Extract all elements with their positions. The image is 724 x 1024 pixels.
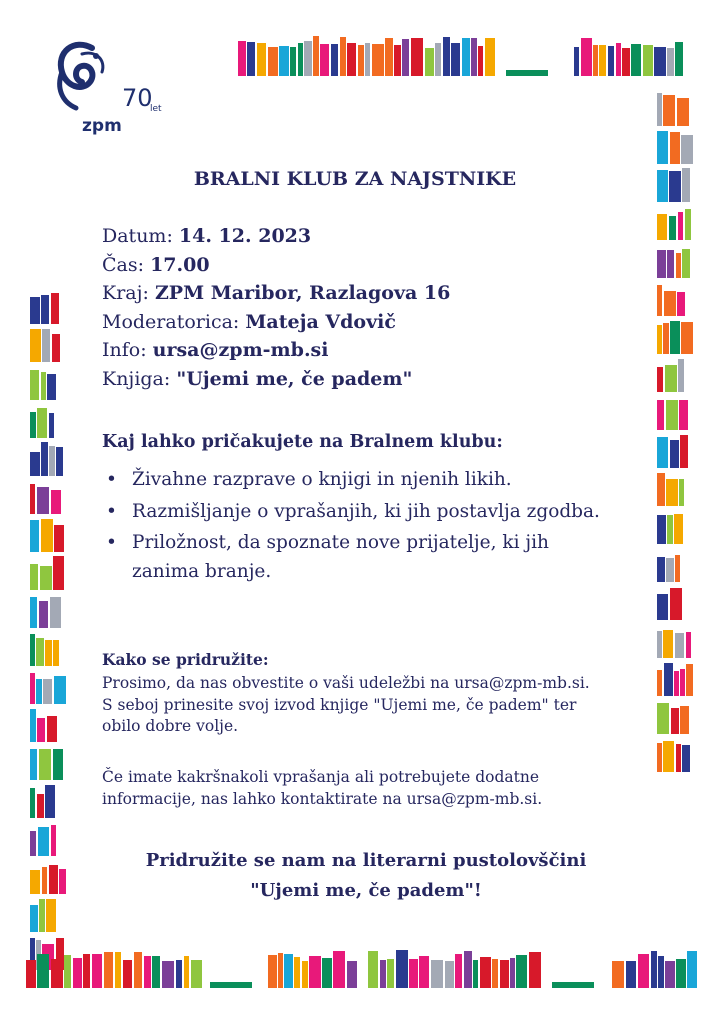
book-spine [492,959,498,988]
book-spine [30,484,35,514]
book-spine [682,745,690,772]
bullet-icon: • [106,532,117,553]
book-spine [331,44,338,76]
book-spine [678,212,683,240]
book-spine [53,556,64,590]
book-shelf [612,950,698,988]
book-spine [30,673,35,704]
book-spine [64,955,71,988]
book-spine [679,479,684,506]
book-spine [73,958,82,988]
book-spine [152,956,160,988]
book-spine [626,961,636,988]
book-spine [687,951,697,988]
book-spine [671,708,679,734]
book-spine [682,249,690,278]
logo-swirl-icon [52,36,112,114]
book-shelf [30,442,66,476]
book-spine [39,749,51,780]
logo-anniversary-suffix: let [150,104,162,114]
book-spine [30,452,40,476]
book-spine [92,954,102,988]
book-spine [42,329,50,362]
book-spine [666,479,678,506]
book-spine [268,47,278,76]
book-shelf [657,434,693,468]
zpm-logo [52,36,172,136]
book-spine [663,741,674,772]
event-details [102,222,450,393]
book-spine [667,250,674,278]
book-shelf [657,130,693,164]
book-spine [402,39,409,76]
book-shelf [30,366,66,400]
book-spine [657,367,663,392]
book-spine [30,831,36,856]
book-spine [115,952,121,988]
book-spine [50,597,61,628]
book-shelf [238,36,550,76]
book-spine [657,250,666,278]
book-spine [665,365,677,392]
book-spine [333,951,345,988]
book-spine [681,322,693,354]
book-spine [677,292,685,316]
book-spine [676,253,681,278]
book-spine [47,374,56,400]
book-spine [37,718,45,742]
book-shelf [30,518,66,552]
book-spine [238,41,246,76]
book-spine [37,954,49,988]
book-spine [657,170,668,202]
shelf-base [552,982,594,988]
book-shelf [657,206,693,240]
book-spine [191,960,202,988]
book-spine [675,633,684,658]
book-spine [462,38,470,76]
book-spine [681,135,693,164]
book-spine [30,329,41,362]
book-shelf [657,472,693,506]
logo-anniversary-number: 70 [122,84,153,112]
book-spine [40,566,52,590]
book-spine [510,958,515,988]
book-spine [37,487,49,514]
book-spine [144,956,151,988]
book-spine [37,794,44,818]
book-shelf [30,594,66,628]
list-item: • Živahne razprave o knjigi in njenih likih. [104,466,604,495]
book-spine [30,412,36,438]
book-spine [294,957,300,988]
book-shelf [657,662,693,696]
book-spine [54,676,66,704]
book-spine [616,43,621,76]
book-spine [340,37,346,76]
book-spine [443,37,450,76]
book-spine [670,321,680,354]
book-spine [36,679,42,704]
book-spine [41,295,49,324]
book-spine [529,952,541,988]
book-spine [54,525,64,552]
book-spine [284,954,293,988]
book-spine [30,749,37,780]
book-spine [581,38,592,76]
book-spine [347,43,356,76]
book-spine [268,955,277,988]
book-spine [53,640,59,666]
book-spine [290,47,296,76]
book-spine [680,669,685,696]
detail-moderator: Moderatorica: Mateja Vdovič [102,310,396,333]
detail-time: Čas: 17.00 [102,253,210,276]
book-spine [47,716,57,742]
book-spine [612,961,624,988]
book-shelf [30,556,66,590]
book-spine [134,952,142,988]
book-spine [49,446,55,476]
book-spine [380,960,386,988]
book-spine [322,958,332,988]
book-spine [663,95,675,126]
book-spine [657,473,665,506]
book-spine [45,640,52,666]
book-shelf [657,282,693,316]
book-spine [669,216,676,240]
book-spine [670,132,680,164]
detail-place: Kraj: ZPM Maribor, Razlagova 16 [102,282,451,304]
book-shelf [30,328,66,362]
book-spine [394,45,401,76]
book-spine [41,442,48,476]
book-spine [43,679,52,704]
book-spine [411,38,423,76]
book-spine [643,45,653,76]
book-spine [670,588,682,620]
book-spine [279,46,289,76]
contact-text: Če imate kakršnakoli vprašanja ali potrebujete dodatne informacije, nas lahko kontaktirate na ursa@zpm-mb.si. [102,768,543,808]
list-item: • Priložnost, da spoznate nove prijatelje, ki jih zanima branje. [104,529,604,586]
book-spine [657,670,662,696]
book-spine [500,960,509,988]
book-spine [176,960,182,988]
book-spine [670,440,679,468]
book-spine [38,827,49,856]
book-spine [302,961,308,988]
book-spine [574,47,579,76]
book-spine [666,558,674,582]
book-spine [464,951,472,988]
book-shelf [30,404,66,438]
book-shelf [657,586,693,620]
book-spine [651,951,657,988]
book-spine [51,825,56,856]
book-spine [657,93,662,126]
book-spine [304,41,312,76]
book-spine [298,43,303,76]
bullet-icon: • [106,469,117,490]
book-shelf [657,320,693,354]
book-spine [657,214,667,240]
book-spine [631,44,641,76]
book-shelf [30,670,66,704]
book-spine [184,956,189,988]
closing-invitation [96,846,636,906]
book-spine [663,323,669,354]
book-spine [657,400,664,430]
book-shelf [657,738,693,772]
book-spine [42,867,47,894]
book-spine [657,557,665,582]
book-shelf [657,396,693,430]
book-shelf [30,822,66,856]
book-spine [30,370,39,400]
book-spine [657,437,668,468]
book-spine [51,490,61,514]
book-spine [599,45,606,76]
book-spine [663,630,673,658]
shelf-base [210,982,252,988]
book-spine [657,743,662,772]
book-spine [365,43,370,76]
book-spine [409,959,418,988]
book-spine [30,870,40,894]
book-spine [30,905,38,932]
book-shelf [657,244,693,278]
book-spine [49,413,54,438]
book-shelf [657,548,693,582]
book-spine [686,632,691,658]
book-shelf [368,950,596,988]
book-spine [445,961,454,988]
book-spine [657,131,668,164]
book-spine [37,408,47,438]
book-spine [372,44,384,76]
book-spine [657,703,669,734]
book-spine [30,564,38,590]
closing-line-1: Pridružite se nam na literarni pustolovščini [145,850,587,871]
book-spine [49,865,58,894]
book-spine [682,168,690,202]
book-spine [419,956,429,988]
book-spine [674,671,679,696]
book-spine [676,959,686,988]
book-spine [593,45,598,76]
book-shelf [30,746,66,780]
book-shelf [30,898,66,932]
book-spine [677,98,689,126]
book-spine [56,447,63,476]
book-spine [30,788,35,818]
book-spine [451,43,460,76]
book-spine [41,519,53,552]
book-spine [347,961,357,988]
book-spine [30,297,40,324]
book-spine [657,515,666,544]
book-spine [473,960,478,988]
join-text: Prosimo, da nas obvestite o vaši udeležbi na ursa@zpm-mb.si. S seboj prinesite svoj izvod knjige "Ujemi me, če padem" ter obilo dobre volje. [102,674,590,735]
book-spine [664,663,673,696]
book-spine [485,38,495,76]
book-shelf [657,168,693,202]
book-spine [51,293,59,324]
book-spine [30,597,37,628]
book-spine [53,749,63,780]
join-heading: Kako se pridružite: [102,650,269,669]
book-spine [30,709,36,742]
closing-line-2: "Ujemi me, če padem"! [250,880,482,901]
book-spine [431,960,443,988]
expect-list [104,466,604,589]
book-shelf [657,358,693,392]
book-spine [480,957,491,988]
book-shelf [30,632,66,666]
book-spine [30,520,39,552]
book-spine [396,950,408,988]
book-spine [669,171,681,202]
book-spine [387,959,394,988]
book-spine [516,955,527,988]
book-shelf [574,36,692,76]
book-spine [309,956,321,988]
book-spine [638,954,649,988]
book-spine [46,899,56,932]
book-spine [685,209,691,240]
book-spine [455,954,462,988]
book-spine [104,952,113,988]
book-spine [478,46,483,76]
book-spine [83,954,90,988]
book-spine [680,706,689,734]
book-spine [59,869,66,894]
book-spine [686,664,693,696]
book-spine [674,514,683,544]
book-spine [257,43,266,76]
book-spine [608,46,614,76]
book-spine [665,961,675,988]
book-spine [41,372,46,400]
book-spine [39,601,48,628]
book-spine [358,45,364,76]
book-spine [435,43,441,76]
book-spine [368,951,378,988]
book-spine [679,400,688,430]
book-spine [385,38,393,76]
book-shelf [657,700,693,734]
book-spine [666,400,678,430]
book-spine [39,899,45,932]
logo-zpm-text: zpm [82,116,122,136]
page-title: BRALNI KLUB ZA NAJSTNIKE [193,168,517,190]
book-shelf [30,290,66,324]
book-spine [657,594,668,620]
book-spine [52,334,60,362]
book-spine [654,47,666,76]
book-shelf [657,624,693,658]
book-spine [667,515,673,544]
book-spine [278,953,283,988]
book-spine [162,961,174,988]
book-shelf [26,950,254,988]
book-spine [667,48,674,76]
list-item: • Razmišljanje o vprašanjih, ki jih postavlja zgodba. [104,498,604,527]
detail-book: Knjiga: "Ujemi me, če padem" [102,367,413,390]
book-spine [658,956,664,988]
book-spine [675,42,683,76]
book-spine [247,42,255,76]
book-spine [425,48,434,76]
book-spine [680,435,688,468]
book-shelf [657,510,693,544]
book-spine [26,960,36,988]
book-spine [320,44,329,76]
book-shelf [30,784,66,818]
book-spine [51,959,63,988]
book-shelf [30,480,66,514]
book-spine [675,555,680,582]
expect-heading: Kaj lahko pričakujete na Bralnem klubu: [102,432,503,452]
book-shelf [268,950,360,988]
shelf-base [506,70,548,76]
book-spine [313,36,319,76]
book-spine [622,48,630,76]
bullet-icon: • [106,500,117,522]
book-spine [678,359,684,392]
book-spine [30,634,35,666]
book-spine [676,744,681,772]
book-spine [471,38,477,76]
book-spine [45,785,55,818]
book-spine [123,960,132,988]
detail-date: Datum: 14. 12. 2023 [102,225,312,247]
book-shelf [657,92,693,126]
detail-info: Info: ursa@zpm-mb.si [102,339,329,361]
book-spine [657,631,662,658]
book-spine [36,638,44,666]
book-spine [657,285,662,316]
book-spine [664,291,676,316]
book-spine [657,325,662,354]
book-shelf [30,708,66,742]
book-shelf [30,860,66,894]
